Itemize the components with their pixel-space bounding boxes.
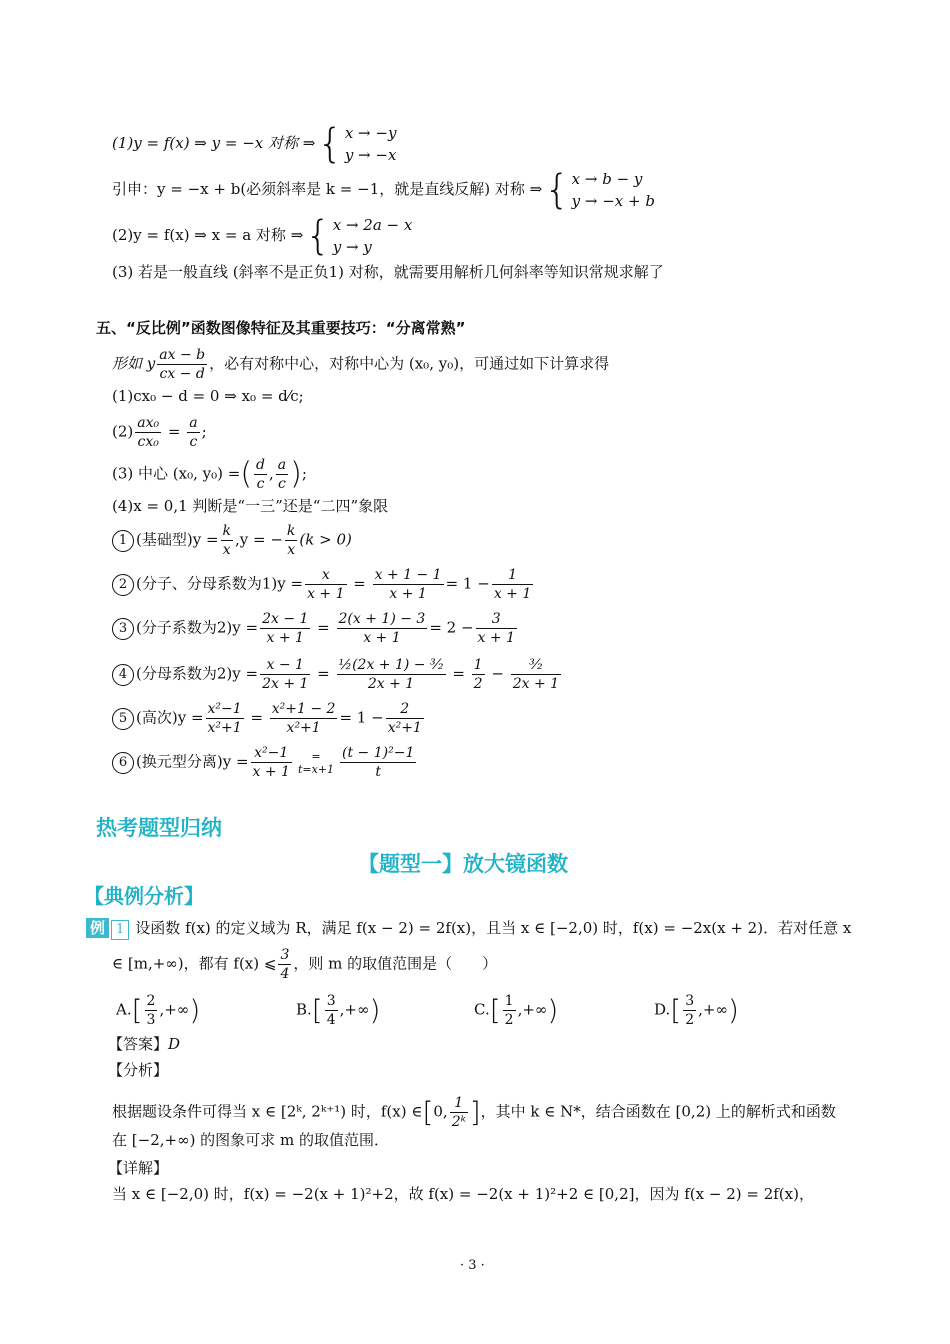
denominator: x²+1: [387, 720, 422, 736]
denominator: 2ᵏ: [451, 1114, 466, 1130]
section-five-title: 五、“反比例”函数图像特征及其重要技巧：“分离常熟”: [96, 319, 466, 337]
step-4: (4)x = 0,1 判断是“一三”还是“二四”象限: [112, 497, 389, 515]
numerator: ax₀: [137, 415, 160, 431]
numerator: 3: [280, 947, 290, 963]
t3-mid: = 2 −: [429, 618, 474, 637]
numerator: 3: [685, 993, 695, 1009]
paren-open: (: [240, 456, 253, 492]
fraction: [683, 992, 696, 1029]
denominator: x²+1: [286, 720, 321, 736]
numerator: ³⁄₂: [511, 656, 561, 675]
type-1-line: [112, 522, 352, 559]
hot-topics-heading: 热考题型归纳: [96, 816, 222, 840]
symmetry-line-yinshen: [112, 168, 655, 212]
denominator: x + 1: [266, 630, 304, 646]
option-tail: ,+∞: [339, 1000, 370, 1019]
t6-label: (换元型分离)y =: [136, 752, 249, 771]
fraction: [492, 566, 533, 603]
denominator: x + 1: [477, 630, 515, 646]
case-line: x → 2a − x: [332, 216, 413, 234]
fraction: [260, 610, 310, 647]
fraction: [157, 346, 207, 383]
numerator: 2x − 1: [262, 611, 309, 627]
circled-number: 6: [112, 752, 134, 774]
numerator: 1: [450, 1094, 468, 1113]
fraction: [278, 946, 291, 983]
t5-mid: = 1 −: [339, 708, 384, 727]
case-line: y → −x: [344, 146, 397, 164]
denominator: x: [287, 542, 296, 558]
t2-mid: = 1 −: [445, 574, 490, 593]
example-line2-post: ，则 m 的取值范围是（ ）: [293, 954, 498, 973]
fraction: [337, 610, 428, 647]
numerator: 1: [504, 993, 514, 1009]
substitution-equals: = t=x+1: [297, 749, 335, 776]
numerator: 3: [326, 993, 336, 1009]
step-1: (1)cx₀ − d = 0 ⇒ x₀ = d⁄c;: [112, 387, 304, 405]
symmetry-line-2: [112, 214, 412, 258]
numerator: x + 1 − 1: [374, 567, 442, 583]
t3-label: (分子系数为2)y =: [136, 618, 259, 637]
fraction: [325, 992, 338, 1029]
numerator: x − 1: [260, 656, 310, 675]
numerator: (t − 1)²−1: [342, 745, 415, 761]
fraction: [276, 456, 288, 493]
cases-3: [333, 214, 413, 258]
numerator: 3: [476, 610, 517, 629]
t5-label: (高次)y =: [136, 708, 204, 727]
option-c[interactable]: C.[ $\frac{1}{2}$ ,+∞): [474, 993, 559, 1028]
fraction: [340, 744, 416, 781]
fx2-text: (2)y = f(x) ⇒ x = a 对称 ⇒: [112, 226, 304, 244]
fraction: [511, 656, 561, 693]
example-analysis-heading: 【典例分析】: [84, 884, 204, 908]
answer-value: D: [168, 1035, 181, 1053]
paren-close: ): [290, 456, 302, 492]
t1-mid: ,y = −: [235, 530, 283, 549]
case-line: y → −x + b: [571, 192, 655, 210]
numerator: a: [189, 415, 198, 431]
fraction: [285, 522, 297, 559]
type-6-line: [112, 744, 418, 781]
denominator: c: [189, 434, 198, 450]
type-5-line: 5 (高次)y = $\frac{\text{x²−1}}{\text{x²+1}}$ = $\frac{\text{x²+1 − 2}}{\text{x²+1}}$ = 1 − $\frac{2}{\text{x²+1}}$: [112, 700, 426, 737]
question-type-heading: 【题型一】放大镜函数: [358, 852, 568, 876]
fraction: [145, 992, 158, 1029]
circled-number: 5: [112, 708, 134, 730]
denominator: t: [375, 764, 381, 780]
fraction: [270, 700, 338, 737]
t1-label: (基础型)y =: [136, 530, 219, 549]
denominator: 4: [326, 1012, 336, 1028]
left-brace: {: [544, 167, 570, 213]
t2-label: (分子、分母系数为1)y =: [136, 574, 304, 593]
fraction: [187, 414, 199, 451]
cases-1: [345, 122, 397, 166]
analysis-line1-post: ，其中 k ∈ N*，结合函数在 [0,2) 上的解析式和函数: [480, 1102, 836, 1121]
answer-line: [108, 1034, 180, 1054]
numerator: k: [286, 523, 296, 539]
numerator: x²−1: [207, 701, 242, 717]
denominator: x: [222, 542, 231, 558]
analysis-label: 【分析】: [108, 1061, 169, 1079]
step-2-pre: (2): [112, 422, 134, 441]
xingru-pre: 形如 y: [112, 354, 156, 373]
fraction: [260, 656, 310, 693]
xingru-line: [112, 346, 609, 383]
symmetry-line-3: (3) 若是一般直线 (斜率不是正负1) 对称，就需要用解析几何斜率等知识常规求解了: [112, 263, 664, 281]
circled-number: 1: [112, 530, 134, 552]
denominator: x²+1: [207, 720, 242, 736]
step-3: (3) 中心 (x₀, y₀) =( $\frac{d}{c}$ , $\frac{a}{c}$ );: [112, 456, 307, 492]
t4-label: (分母系数为2)y =: [136, 664, 259, 683]
option-label: C.: [474, 1000, 490, 1019]
option-b[interactable]: B.[ $\frac{3}{4}$ ,+∞): [296, 993, 381, 1028]
numerator: 2: [386, 700, 424, 719]
denominator: x + 1: [252, 764, 290, 780]
option-tail: ,+∞: [517, 1000, 548, 1019]
denominator: c: [278, 476, 286, 492]
example-badge: 例: [86, 918, 109, 938]
type-3-line: 3 (分子系数为2)y = $\frac{2x - 1}{x + 1}$ = $\frac{2(x + 1) - 3}{x + 1}$ = 2 − $\frac{3}{x + 1}$: [112, 610, 519, 647]
fraction: [450, 1094, 468, 1131]
analysis-line-2: 在 [−2,+∞) 的图象可求 m 的取值范围．: [112, 1131, 389, 1149]
circled-number: 2: [112, 574, 134, 596]
case-line: x → b − y: [571, 170, 643, 188]
detail-label: 【详解】: [108, 1159, 169, 1177]
option-tail: ,+∞: [159, 1000, 190, 1019]
denominator: x + 1: [389, 586, 427, 602]
fraction: [503, 992, 516, 1029]
fraction: [337, 656, 446, 693]
left-brace: {: [317, 121, 343, 167]
numerator: 2: [146, 993, 156, 1009]
denominator: 2: [685, 1012, 695, 1028]
denominator: 2: [473, 676, 483, 692]
substitution-label: t=x+1: [297, 762, 335, 776]
fx-eq-text: (1)y = f(x) ⇒ y = −x 对称 ⇒: [112, 134, 316, 152]
numerator: a: [277, 457, 287, 473]
analysis-line-1: 根据题设条件可得当 x ∈ [2ᵏ, 2ᵏ⁺¹) 时，f(x) ∈[0, $\frac{1}{\text{2ᵏ}}$ ]，其中 k ∈ N*，结合函数在 [0,2) 上的解析式和函数: [112, 1095, 836, 1130]
fraction: [472, 656, 485, 693]
numerator: d: [256, 457, 266, 473]
fraction: [254, 456, 267, 493]
numerator: x²−1: [251, 744, 292, 763]
example-text: 设函数 f(x) 的定义域为 R，满足 f(x − 2) = 2f(x)，且当 x ∈ [−2,0) 时，f(x) = −2x(x + 2)．若对任意 x: [135, 919, 852, 937]
denominator: 4: [280, 966, 290, 982]
fraction: [386, 700, 424, 737]
case-line: x → −y: [344, 124, 397, 142]
detail-line-1: 当 x ∈ [−2,0) 时，f(x) = −2(x + 1)²+2，故 f(x) = −2(x + 1)²+2 ∈ [0,2]，因为 f(x − 2) = 2f(x)，: [112, 1185, 814, 1203]
numerator: 2(x + 1) − 3: [338, 611, 426, 627]
type-2-line: 2 (分子、分母系数为1)y = $\frac{x}{x + 1}$ = $\frac{x + 1 - 1}{x + 1}$ = 1 − $\frac{1}{x + 1}$: [112, 566, 535, 603]
numerator: 1: [492, 566, 533, 585]
step-3-pre: (3) 中心 (x₀, y₀) =: [112, 464, 241, 483]
numerator: x: [305, 566, 346, 585]
denominator: 3: [146, 1012, 156, 1028]
numerator: ½(2x + 1) − ³⁄₂: [338, 657, 444, 673]
xingru-post: ，必有对称中心，对称中心为 (x₀, y₀)，可通过如下计算求得: [209, 354, 610, 373]
numerator: x²+1 − 2: [271, 701, 336, 717]
option-label: B.: [296, 1000, 312, 1019]
case-line: y → y: [332, 238, 372, 256]
denominator: cx − d: [159, 366, 205, 382]
yinshen-text: 引申：y = −x + b(必须斜率是 k = −1，就是直线反解) 对称 ⇒: [112, 180, 543, 198]
denominator: 2x + 1: [367, 676, 415, 692]
denominator: c: [256, 476, 265, 492]
option-a[interactable]: A.[ $\frac{2}{3}$ ,+∞): [116, 993, 201, 1028]
example-number: 1: [111, 920, 129, 940]
example-line-2: [112, 946, 497, 983]
denominator: x + 1: [363, 630, 401, 646]
example-line-1: [86, 918, 851, 940]
t1-post: (k > 0): [299, 530, 352, 549]
example-line2-pre: ∈ [m,+∞)，都有 f(x) ⩽: [112, 954, 277, 973]
answer-label: 【答案】: [108, 1035, 169, 1053]
fraction: [206, 700, 244, 737]
left-brace: {: [305, 213, 331, 259]
symmetry-line-1: [112, 122, 396, 166]
denominator: cx₀: [137, 434, 159, 450]
denominator: x + 1: [493, 586, 532, 602]
option-label: A.: [116, 1000, 132, 1019]
option-tail: ,+∞: [698, 1000, 728, 1019]
analysis-line1-pre: 根据题设条件可得当 x ∈ [2ᵏ, 2ᵏ⁺¹) 时，f(x) ∈: [112, 1102, 423, 1121]
fraction: [373, 566, 444, 603]
type-4-line: 4 (分母系数为2)y = $\frac{x - 1}{2x + 1}$ = $\frac{\text{½(2x + 1) − ³⁄₂}}{2x + 1}$ = $\frac{1}{2}$ − ³⁄₂ 2x + 1: [112, 656, 563, 693]
denominator: 2x + 1: [262, 676, 309, 692]
denominator: x + 1: [307, 586, 345, 602]
numerator: 1: [473, 657, 483, 673]
circled-number: 4: [112, 664, 134, 686]
option-d[interactable]: D.[ $\frac{3}{2}$ ,+∞): [654, 993, 739, 1028]
fraction: [305, 566, 346, 603]
denominator: 2x + 1: [512, 676, 560, 692]
numerator: ax − b: [159, 347, 206, 363]
fraction: [476, 610, 517, 647]
circled-number: 3: [112, 618, 134, 640]
page-number: · 3 ·: [460, 1258, 485, 1273]
fraction: [221, 522, 233, 559]
fraction: [135, 414, 161, 451]
cases-2: [572, 168, 655, 212]
option-label: D.: [654, 1000, 671, 1019]
numerator: k: [222, 523, 231, 539]
step-2: (2) $\frac{\text{ax₀}}{\text{cx₀}}$ = $\frac{a}{c}$ ;: [112, 415, 207, 450]
fraction: [251, 744, 292, 781]
denominator: 2: [504, 1012, 514, 1028]
